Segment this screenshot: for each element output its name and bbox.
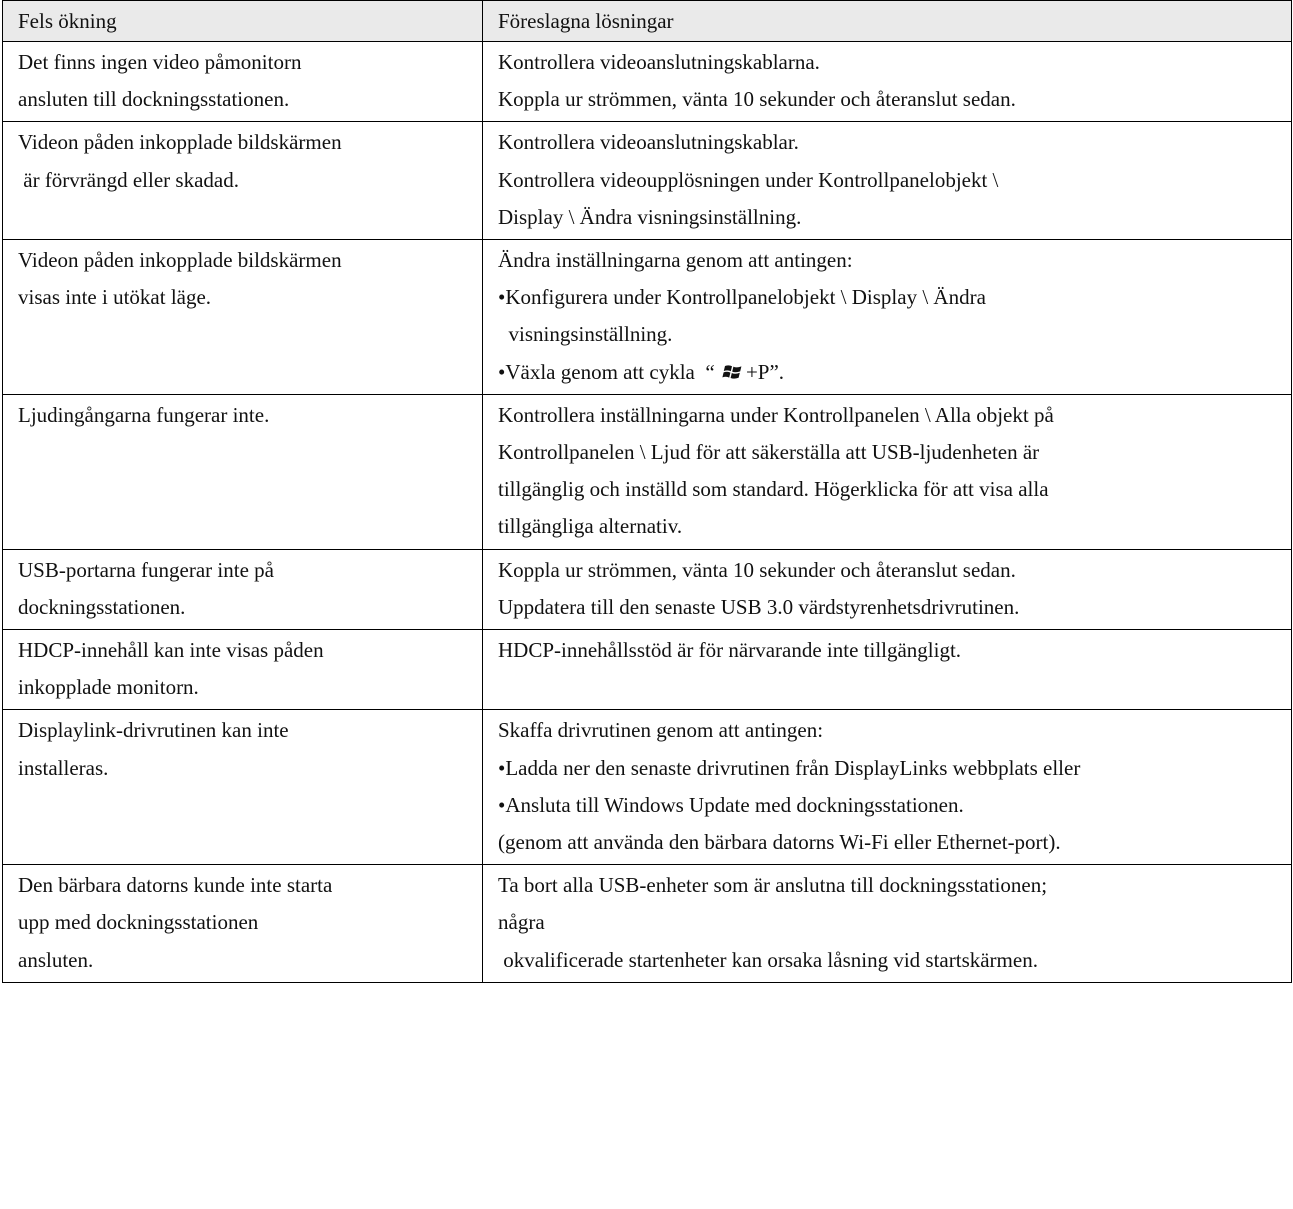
- problem-cell: [3, 394, 483, 549]
- solution-line: visningsinställning.: [498, 322, 673, 347]
- solution-cell: [483, 394, 1292, 549]
- problem-cell: [3, 549, 483, 629]
- problem-cell: [3, 865, 483, 983]
- table-row: [3, 42, 1292, 122]
- solution-line-toggle: [498, 354, 1291, 391]
- table-row: [3, 240, 1292, 395]
- problem-line: inkopplade monitorn.: [18, 675, 199, 700]
- problem-line: visas inte i utökat läge.: [18, 285, 212, 310]
- problem-cell: [3, 42, 483, 122]
- problem-line: Videon påden inkopplade bildskärmen: [18, 130, 342, 155]
- problem-line: HDCP-innehåll kan inte visas påden: [18, 638, 324, 663]
- solution-line: några: [498, 910, 545, 935]
- solution-line: Ändra inställningarna genom att antingen:: [498, 248, 853, 273]
- solution-line: Koppla ur strömmen, vänta 10 sekunder och återanslut sedan.: [498, 557, 1016, 582]
- problem-cell: [3, 122, 483, 240]
- solution-line: Skaffa drivrutinen genom att antingen:: [498, 718, 824, 743]
- problem-line: Ljudingångarna fungerar inte.: [18, 402, 270, 427]
- header-problem: Fels ökning: [3, 1, 483, 42]
- problem-cell: [3, 240, 483, 395]
- problem-line: Displaylink-drivrutinen kan inte: [18, 718, 289, 743]
- toggle-suffix: +P”.: [745, 359, 785, 384]
- problem-line: Den bärbara datorns kunde inte starta: [18, 873, 333, 898]
- problem-line: är förvrängd eller skadad.: [18, 167, 239, 192]
- table-row: [3, 549, 1292, 629]
- solution-cell: [483, 865, 1292, 983]
- solution-line: •Ansluta till Windows Update med dockningsstationen.: [498, 792, 964, 817]
- solution-line: Kontrollera videoupplösningen under Kontrollpanelobjekt \: [498, 167, 999, 192]
- solution-line: Ta bort alla USB-enheter som är anslutna till dockningsstationen;: [498, 873, 1048, 898]
- solution-cell: [483, 549, 1292, 629]
- toggle-prefix: •Växla genom att cykla “: [498, 359, 720, 384]
- table-row: [3, 865, 1292, 983]
- solution-line: HDCP-innehållsstöd är för närvarande inte tillgängligt.: [498, 638, 962, 663]
- solution-line: Koppla ur strömmen, vänta 10 sekunder och återanslut sedan.: [498, 87, 1016, 112]
- header-solution: Föreslagna lösningar: [483, 1, 1292, 42]
- problem-line: ansluten till dockningsstationen.: [18, 87, 290, 112]
- table-row: [3, 630, 1292, 710]
- troubleshooting-table: [2, 0, 1292, 983]
- problem-line: Det finns ingen video påmonitorn: [18, 50, 302, 74]
- solution-line: tillgängliga alternativ.: [498, 514, 683, 539]
- table-row: [3, 394, 1292, 549]
- problem-line: installeras.: [18, 755, 109, 780]
- solution-line: Uppdatera till den senaste USB 3.0 värdstyrenhetsdrivrutinen.: [498, 594, 1020, 619]
- problem-line: dockningsstationen.: [18, 594, 186, 619]
- solution-line: okvalificerade startenheter kan orsaka låsning vid startskärmen.: [498, 947, 1038, 972]
- solution-line: (genom att använda den bärbara datorns Wi-Fi eller Ethernet-port).: [498, 830, 1061, 855]
- solution-cell: [483, 240, 1292, 395]
- solution-cell: [483, 42, 1292, 122]
- solution-line: •Konfigurera under Kontrollpanelobjekt \ Display \ Ändra: [498, 285, 986, 310]
- solution-line: Kontrollera videoanslutningskablar.: [498, 130, 799, 155]
- problem-line: USB-portarna fungerar inte på: [18, 557, 274, 582]
- problem-line: Videon påden inkopplade bildskärmen: [18, 248, 342, 273]
- solution-cell: [483, 630, 1292, 710]
- windows-logo-icon: [722, 363, 744, 381]
- table-row: [3, 122, 1292, 240]
- solution-cell: [483, 122, 1292, 240]
- solution-line: tillgänglig och inställd som standard. Högerklicka för att visa alla: [498, 477, 1049, 502]
- problem-line: ansluten.: [18, 947, 94, 972]
- solution-line: Kontrollpanelen \ Ljud för att säkerställa att USB-ljudenheten är: [498, 440, 1040, 465]
- table-row: [3, 710, 1292, 865]
- problem-cell: [3, 710, 483, 865]
- solution-line: •Ladda ner den senaste drivrutinen från DisplayLinks webbplats eller: [498, 755, 1081, 780]
- problem-line: upp med dockningsstationen: [18, 910, 259, 935]
- table-header-row: [3, 1, 1292, 42]
- solution-cell: [483, 710, 1292, 865]
- solution-line: Kontrollera inställningarna under Kontrollpanelen \ Alla objekt på: [498, 402, 1054, 427]
- solution-line: Display \ Ändra visningsinställning.: [498, 204, 802, 229]
- solution-line: Kontrollera videoanslutningskablarna.: [498, 50, 820, 74]
- problem-cell: [3, 630, 483, 710]
